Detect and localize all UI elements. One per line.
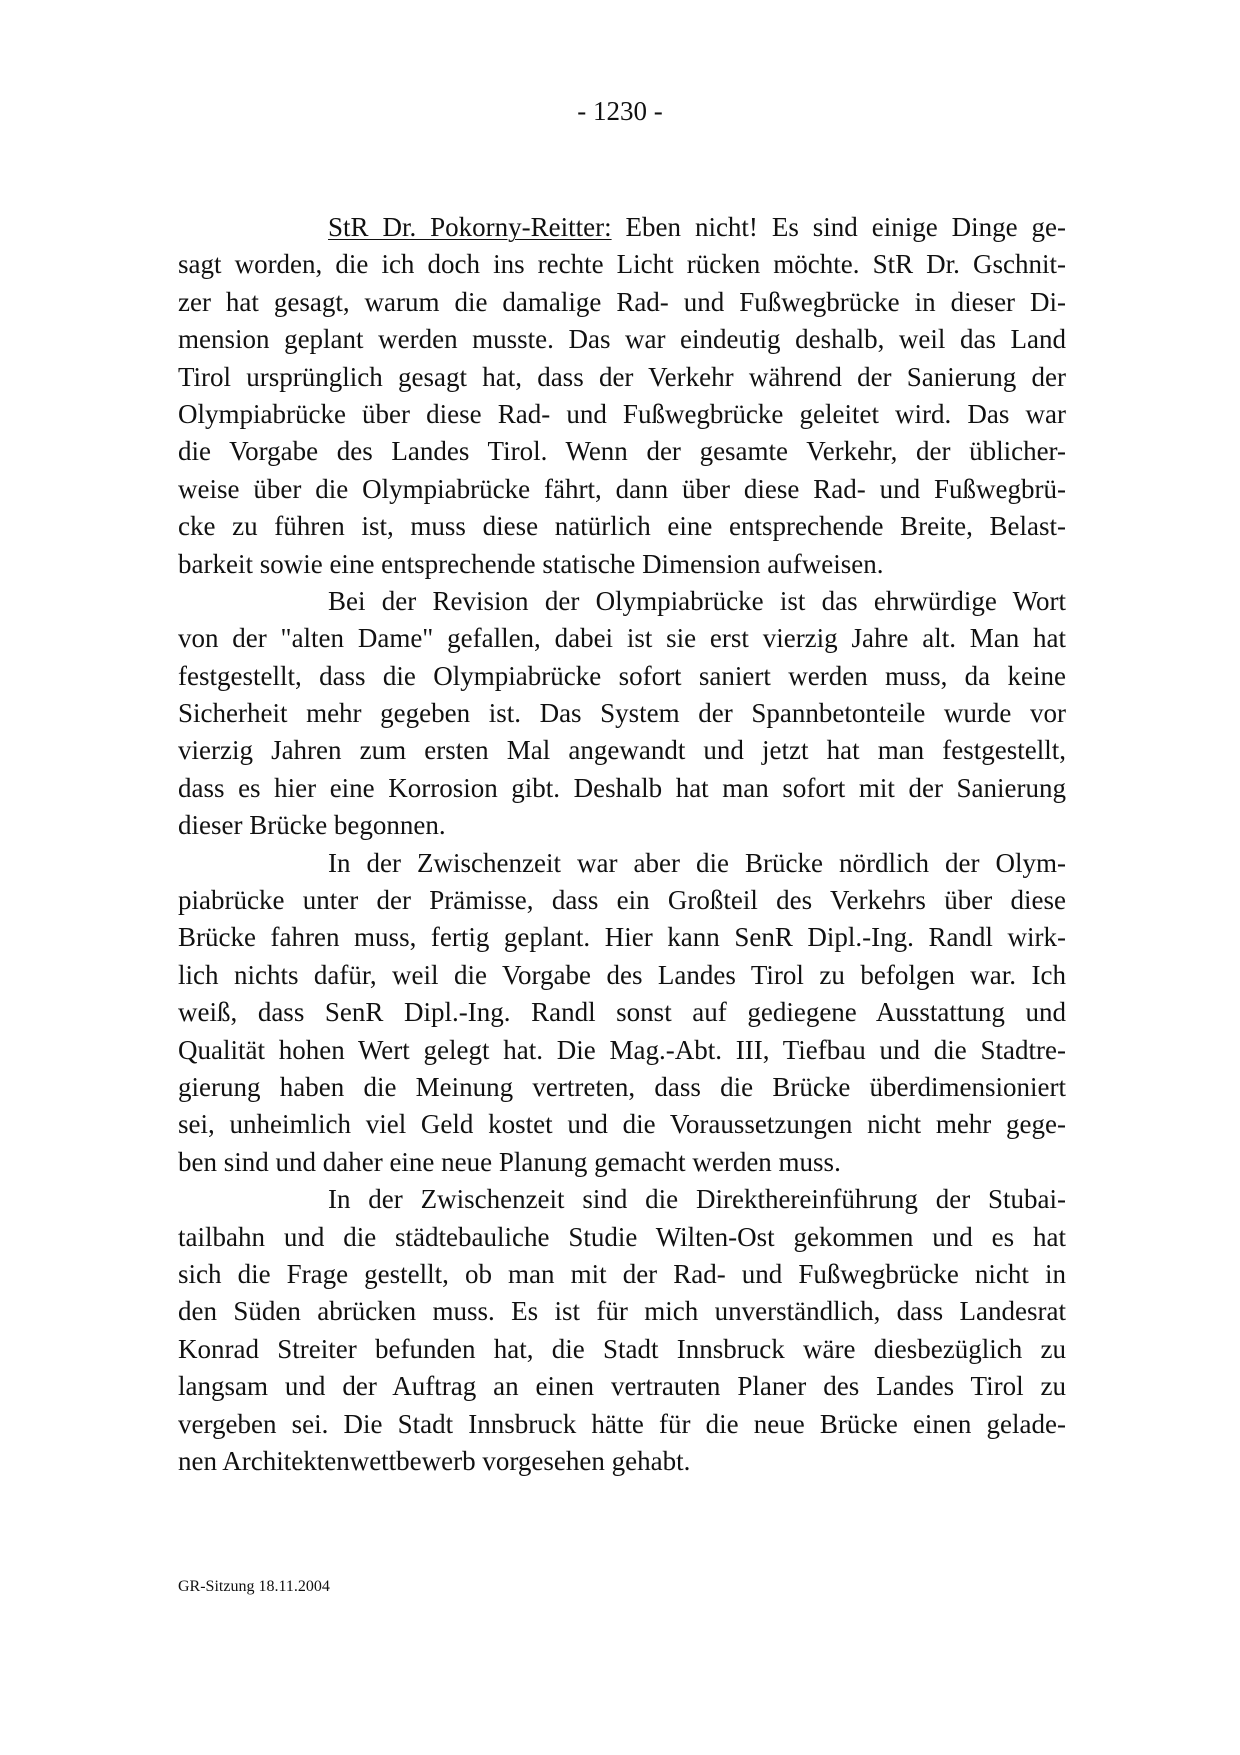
speaker-name: StR Dr. Pokorny-Reitter: xyxy=(328,212,612,242)
text-line: die Vorgabe des Landes Tirol. Wenn der gesamte Verkehr, der üblicher- xyxy=(178,436,1066,467)
paragraph xyxy=(178,845,1066,1182)
text-line: weiß, dass SenR Dipl.-Ing. Randl sonst auf gediegene Ausstattung und xyxy=(178,997,1066,1028)
text-line: von der "alten Dame" gefallen, dabei ist sie erst vierzig Jahre alt. Man hat xyxy=(178,623,1066,654)
footer-session-date: GR-Sitzung 18.11.2004 xyxy=(178,1578,330,1595)
text-line: ben sind und daher eine neue Planung gemacht werden muss. xyxy=(178,1146,841,1177)
text-line: langsam und der Auftrag an einen vertrauten Planer des Landes Tirol zu xyxy=(178,1371,1066,1402)
paragraph xyxy=(178,1181,1066,1480)
text-line: In der Zwischenzeit war aber die Brücke nördlich der Olym- xyxy=(328,847,1066,878)
text-line: vergeben sei. Die Stadt Innsbruck hätte für die neue Brücke einen gelade- xyxy=(178,1408,1066,1439)
text-line: weise über die Olympiabrücke fährt, dann über diese Rad- und Fußwegbrü- xyxy=(178,473,1066,504)
text-line: piabrücke unter der Prämisse, dass ein Großteil des Verkehrs über diese xyxy=(178,885,1066,916)
paragraph xyxy=(178,209,1066,583)
text-line: zer hat gesagt, warum die damalige Rad- und Fußwegbrücke in dieser Di- xyxy=(178,286,1066,317)
text-line: tailbahn und die städtebauliche Studie Wilten-Ost gekommen und es hat xyxy=(178,1221,1066,1252)
document-body xyxy=(178,209,1066,1480)
text-line: cke zu führen ist, muss diese natürlich eine entsprechende Breite, Belast- xyxy=(178,511,1066,542)
text-line: nen Architektenwettbewerb vorgesehen gehabt. xyxy=(178,1445,691,1476)
text-line: Olympiabrücke über diese Rad- und Fußwegbrücke geleitet wird. Das war xyxy=(178,398,1066,429)
text-line: gierung haben die Meinung vertreten, dass die Brücke überdimensioniert xyxy=(178,1071,1066,1102)
text-line: Tirol ursprünglich gesagt hat, dass der Verkehr während der Sanierung der xyxy=(178,361,1066,392)
text-line: vierzig Jahren zum ersten Mal angewandt und jetzt hat man festgestellt, xyxy=(178,735,1066,766)
text-line: Sicherheit mehr gegeben ist. Das System der Spannbetonteile wurde vor xyxy=(178,698,1066,729)
text-line: Qualität hohen Wert gelegt hat. Die Mag.-Abt. III, Tiefbau und die Stadtre- xyxy=(178,1034,1066,1065)
text-line: Konrad Streiter befunden hat, die Stadt Innsbruck wäre diesbezüglich zu xyxy=(178,1333,1066,1364)
text-line: Bei der Revision der Olympiabrücke ist das ehrwürdige Wort xyxy=(328,585,1066,616)
text-line: sei, unheimlich viel Geld kostet und die Voraussetzungen nicht mehr gege- xyxy=(178,1109,1066,1140)
paragraph xyxy=(178,583,1066,845)
text-line: dass es hier eine Korrosion gibt. Deshalb hat man sofort mit der Sanierung xyxy=(178,772,1066,803)
text-line: mension geplant werden musste. Das war eindeutig deshalb, weil das Land xyxy=(178,324,1066,355)
text-line: barkeit sowie eine entsprechende statische Dimension aufweisen. xyxy=(178,548,884,579)
text-line: StR Dr. Pokorny-Reitter: Eben nicht! Es sind einige Dinge ge- xyxy=(328,212,1067,242)
text-line: den Süden abrücken muss. Es ist für mich unverständlich, dass Landesrat xyxy=(178,1296,1066,1327)
text-line: In der Zwischenzeit sind die Direkthereinführung der Stubai- xyxy=(328,1184,1066,1215)
text-line: dieser Brücke begonnen. xyxy=(178,810,446,841)
text-line: sich die Frage gestellt, ob man mit der Rad- und Fußwegbrücke nicht in xyxy=(178,1258,1066,1289)
text-line: sagt worden, die ich doch ins rechte Licht rücken möchte. StR Dr. Gschnit- xyxy=(178,249,1066,280)
page-number: - 1230 - xyxy=(577,96,663,126)
text-line: festgestellt, dass die Olympiabrücke sofort saniert werden muss, da keine xyxy=(178,660,1066,691)
text-line: Brücke fahren muss, fertig geplant. Hier kann SenR Dipl.-Ing. Randl wirk- xyxy=(178,922,1066,953)
text-line: lich nichts dafür, weil die Vorgabe des Landes Tirol zu befolgen war. Ich xyxy=(178,959,1066,990)
